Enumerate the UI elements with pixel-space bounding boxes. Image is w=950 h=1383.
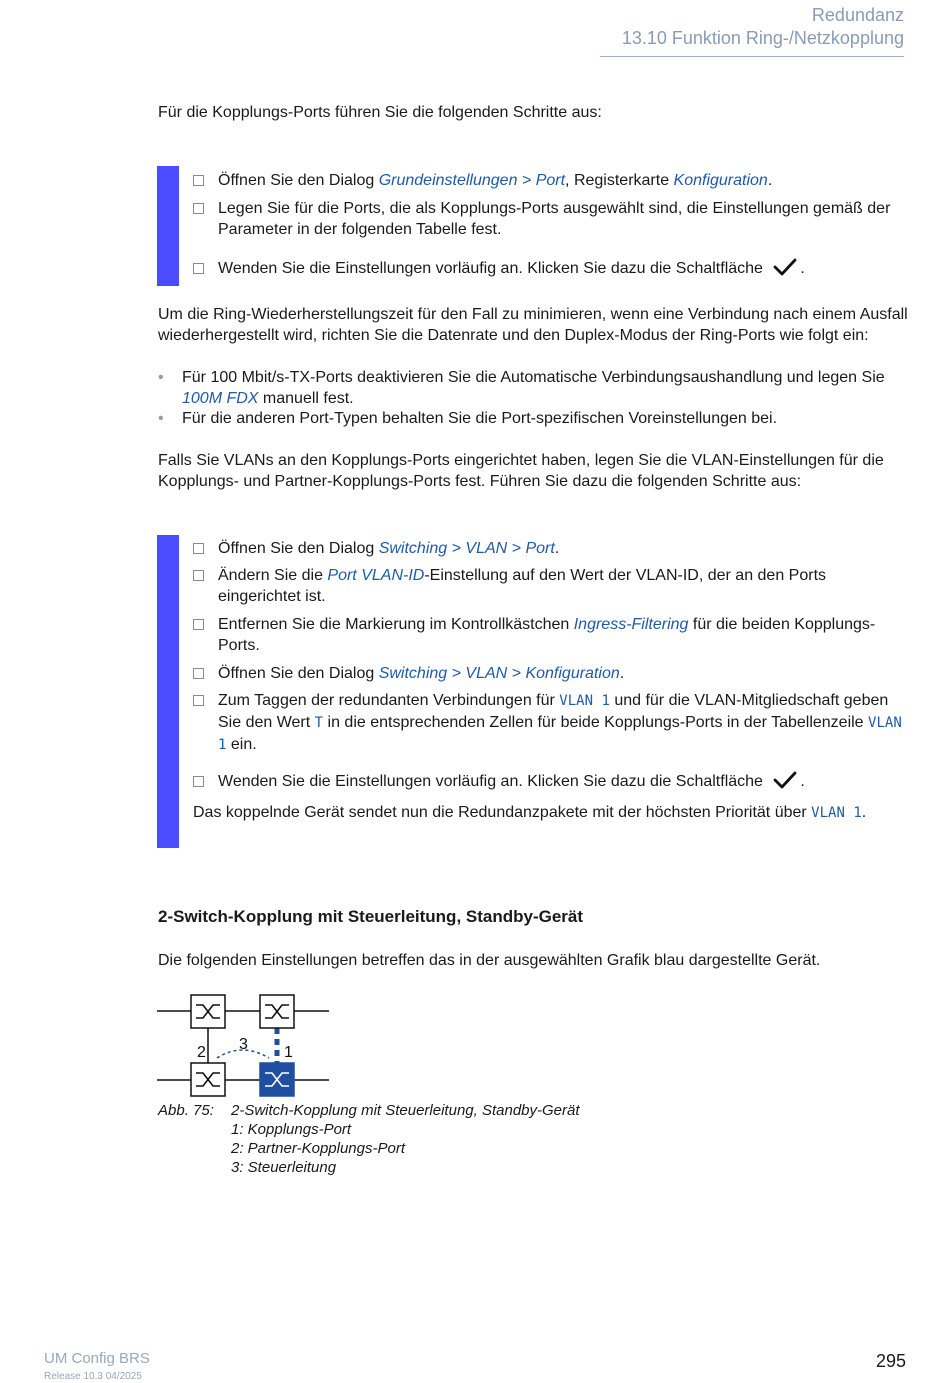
instruction-block-1 bbox=[157, 166, 907, 286]
code-value: VLAN 1 bbox=[218, 715, 902, 753]
step-checkbox-icon bbox=[193, 619, 204, 630]
header-divider bbox=[600, 56, 904, 57]
bullet-icon: • bbox=[158, 410, 164, 427]
vlan-paragraph: Falls Sie VLANs an den Kopplungs-Ports eingerichtet haben, legen Sie die VLAN-Einstellungen für die Kopplungs- und Partner-Kopplungs-Ports fest. Führen Sie dazu die folgenden Schritte aus: bbox=[158, 452, 884, 490]
parameter-link: Ingress-Filtering bbox=[573, 616, 689, 633]
step-checkbox-icon bbox=[193, 776, 204, 787]
footer-release: Release 10.3 04/2025 bbox=[44, 1371, 142, 1382]
standby-switch-icon bbox=[260, 1063, 294, 1096]
menu-path-link: Switching > VLAN > Port bbox=[378, 540, 555, 557]
menu-path-link: Switching > VLAN > Konfiguration bbox=[378, 665, 620, 682]
coupling-diagram bbox=[157, 990, 337, 1102]
checkmark-icon bbox=[773, 771, 797, 789]
result-note: Das koppelnde Gerät sendet nun die Redundanzpakete mit der höchsten Priorität über VLAN 1. bbox=[193, 804, 867, 821]
checkmark-icon bbox=[773, 258, 797, 276]
instruction-block-2 bbox=[157, 535, 907, 848]
code-value: VLAN 1 bbox=[811, 805, 862, 821]
step-open-port-dialog: Öffnen Sie den Dialog Grundeinstellungen > Port, Registerkarte Konfiguration. bbox=[193, 170, 907, 191]
tab-name-link: Konfiguration bbox=[673, 172, 768, 189]
step-checkbox-icon bbox=[193, 263, 204, 274]
step-checkbox-icon bbox=[193, 543, 204, 554]
label-control-line: 3 bbox=[239, 1036, 248, 1053]
step-checkbox-icon bbox=[193, 570, 204, 581]
figure-title: 2-Switch-Kopplung mit Steuerleitung, Standby-Gerät bbox=[231, 1102, 580, 1119]
header-chapter: Redundanz bbox=[811, 5, 904, 25]
block-marker-bar bbox=[157, 166, 179, 286]
bullet-item: • Für die anderen Port-Typen behalten Sie die Port-spezifischen Voreinstellungen bei. bbox=[158, 410, 778, 427]
page-number: 295 bbox=[875, 1351, 906, 1371]
footer-document-name: UM Config BRS bbox=[44, 1350, 150, 1367]
step-apply-settings: Wenden Sie die Einstellungen vorläufig an. Klicken Sie dazu die Schaltfläche . bbox=[193, 258, 907, 279]
switch-icon bbox=[260, 995, 294, 1028]
device-paragraph: Die folgenden Einstellungen betreffen das in der ausgewählten Grafik blau dargestellte Gerät. bbox=[158, 952, 821, 969]
step-change-port-vlan-id: Ändern Sie die Port VLAN-ID-Einstellung auf den Wert der VLAN-ID, der an den Ports eingerichtet ist. bbox=[193, 565, 907, 607]
step-checkbox-icon bbox=[193, 668, 204, 679]
code-value: VLAN 1 bbox=[559, 693, 610, 709]
menu-path-link: Grundeinstellungen > Port bbox=[378, 172, 566, 189]
label-coupling-port: 1 bbox=[284, 1044, 293, 1061]
legend-item: 3: Steuerleitung bbox=[231, 1159, 337, 1176]
section-heading: 2-Switch-Kopplung mit Steuerleitung, Standby-Gerät bbox=[158, 907, 584, 926]
ring-recovery-paragraph: Um die Ring-Wiederherstellungszeit für den Fall zu minimieren, wenn eine Verbindung nach einem Ausfall wiederhergestellt wird, richten Sie die Datenrate und den Duplex-Modus der Ring-Ports wie folgt ein: bbox=[158, 306, 908, 344]
step-checkbox-icon bbox=[193, 203, 204, 214]
header-section: 13.10 Funktion Ring-/Netzkopplung bbox=[621, 28, 904, 48]
label-partner-port: 2 bbox=[197, 1044, 206, 1061]
figure-caption bbox=[231, 1101, 580, 1177]
step-checkbox-icon bbox=[193, 175, 204, 186]
block-marker-bar bbox=[157, 535, 179, 848]
legend-item: 1: Kopplungs-Port bbox=[231, 1121, 352, 1138]
bullet-icon: • bbox=[158, 369, 164, 386]
step-open-vlan-port: Öffnen Sie den Dialog Switching > VLAN > Port. bbox=[193, 538, 907, 559]
setting-value-link: 100M FDX bbox=[182, 390, 259, 407]
legend-item: 2: Partner-Kopplungs-Port bbox=[231, 1140, 405, 1157]
intro-text: Für die Kopplungs-Ports führen Sie die folgenden Schritte aus: bbox=[158, 104, 602, 121]
step-remove-ingress-filtering: Entfernen Sie die Markierung im Kontrollkästchen Ingress-Filtering für die beiden Kopplungs-Ports. bbox=[193, 614, 907, 656]
step-open-vlan-configuration: Öffnen Sie den Dialog Switching > VLAN > Konfiguration. bbox=[193, 663, 907, 684]
figure-label: Abb. 75: bbox=[158, 1102, 214, 1119]
parameter-link: Port VLAN-ID bbox=[327, 567, 425, 584]
code-value: T bbox=[314, 715, 324, 731]
switch-icon bbox=[191, 1063, 225, 1096]
switch-icon bbox=[191, 995, 225, 1028]
step-checkbox-icon bbox=[193, 695, 204, 706]
step-apply-settings: Wenden Sie die Einstellungen vorläufig an. Klicken Sie dazu die Schaltfläche . bbox=[193, 771, 907, 792]
step-tag-vlan: Zum Taggen der redundanten Verbindungen für VLAN 1 und für die VLAN-Mitgliedschaft geben Sie den Wert T in die entsprechenden Zellen für beide Kopplungs-Ports in der Tabellenzeile VLAN 1 ein. bbox=[193, 690, 907, 756]
step-set-parameters: Legen Sie für die Ports, die als Kopplungs-Ports ausgewählt sind, die Einstellungen gemäß der Parameter in der folgenden Tabelle fest. bbox=[193, 198, 907, 240]
bullet-item: • Für 100 Mbit/s-TX-Ports deaktivieren Sie die Automatische Verbindungsaushandlung und legen Sie 100M FDX manuell fest. bbox=[158, 369, 885, 407]
